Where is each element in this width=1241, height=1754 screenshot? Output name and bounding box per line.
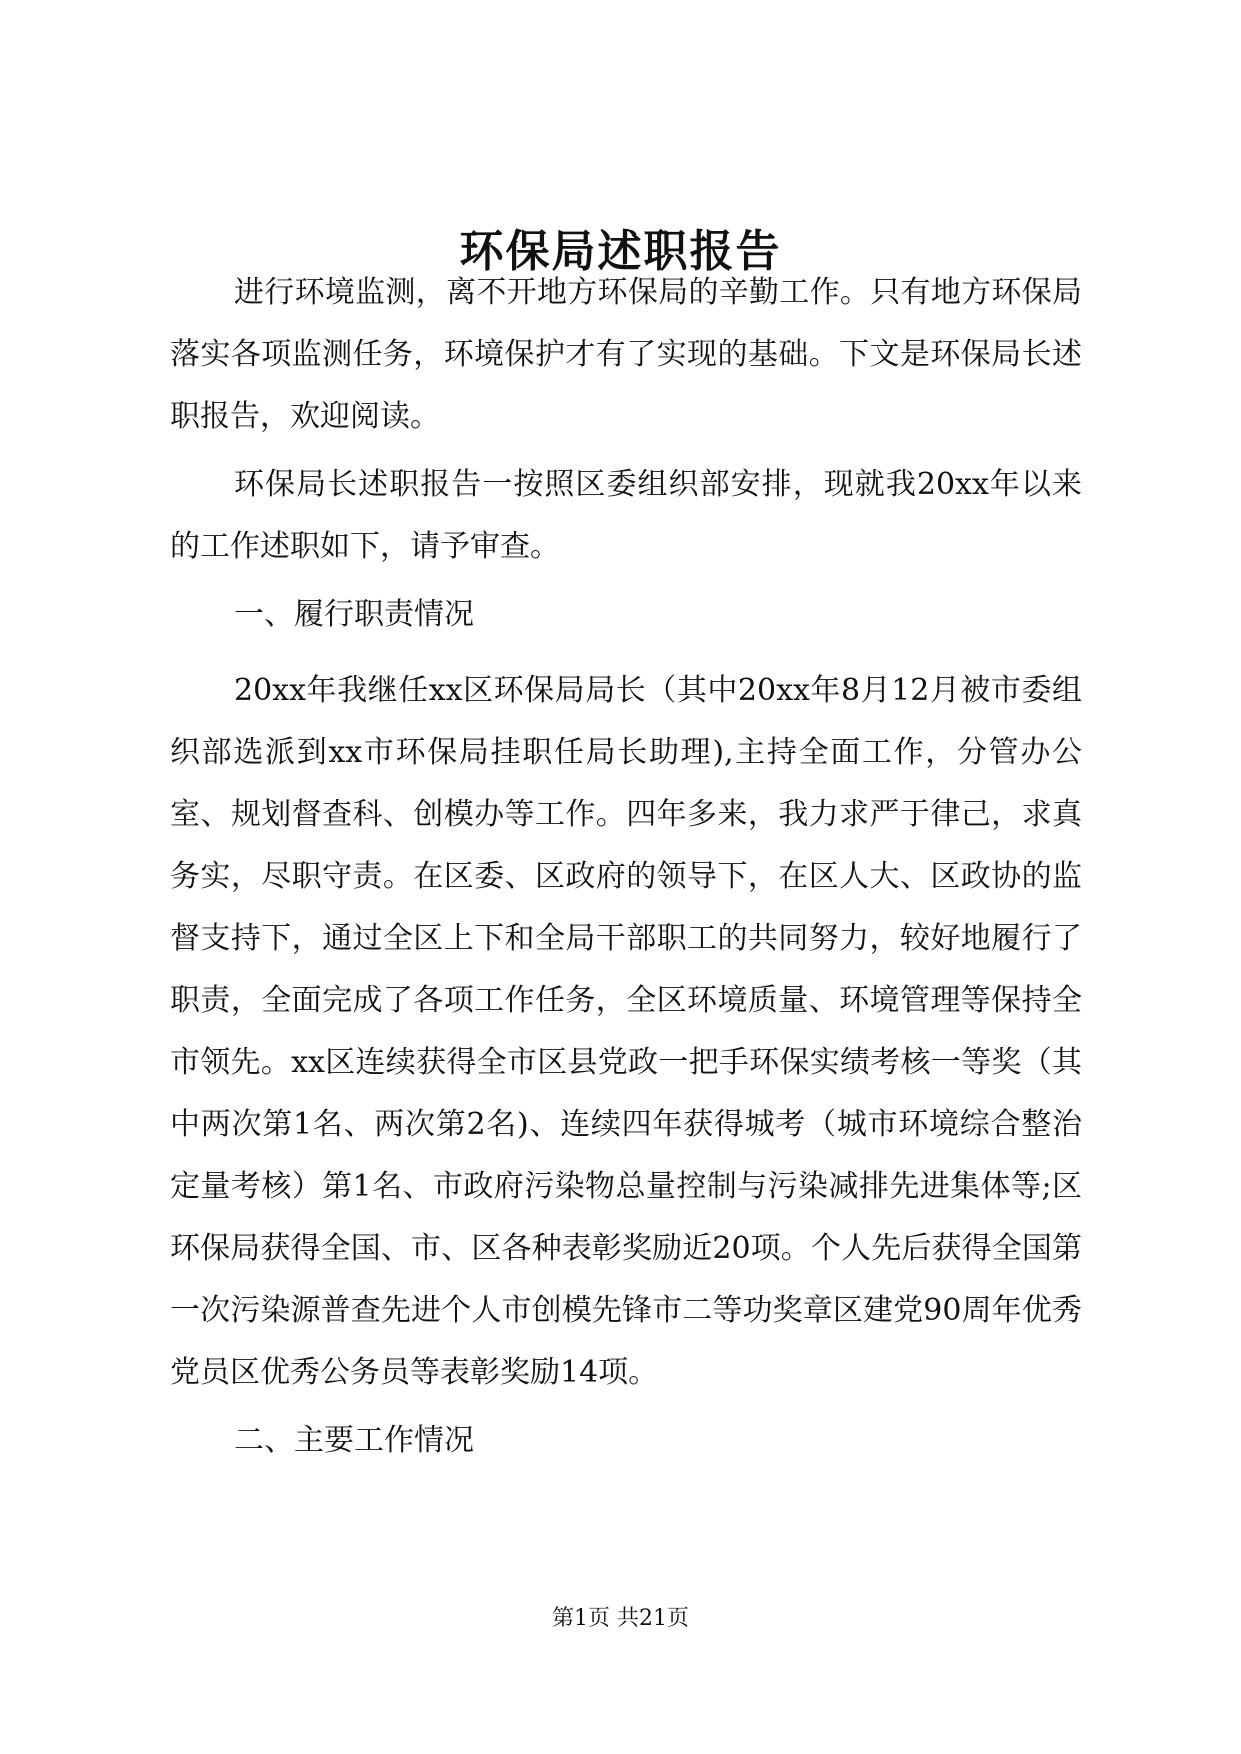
duties-paragraph: 20xx年我继任xx区环保局局长（其中20xx年8月12月被市委组织部选派到xx市环保局挂职任局长助理),主持全面工作，分管办公室、规划督查科、创模办等工作。四年多来，我力求严于律己，求真务实，尽职守责。在区委、区政府的领导下，在区人大、区政协的监督支持下，通过全区上下和全局干部职工的共同努力，较好地履行了职责，全面完成了各项工作任务，全区环境质量、环境管理等保持全市领先。xx区连续获得全市区县党政一把手环保实绩考核一等奖（其中两次第1名、两次第2名)、连续四年获得城考（城市环境综合整治定量考核）第1名、市政府污染物总量控制与污染减排先进集体等;区环保局获得全国、市、区各种表彰奖励近20项。个人先后获得全国第一次污染源普查先进个人市创模先锋市二等功奖章区建党90周年优秀党员区优秀公务员等表彰奖励14项。 (170, 673, 1082, 1390)
document-title: 环保局述职报告 (459, 226, 782, 277)
page-footer (0, 1604, 1241, 1634)
intro-paragraph: 进行环境监测，离不开地方环保局的辛勤工作。只有地方环保局落实各项监测任务，环境保护才有了实现的基础。下文是环保局长述职报告，欢迎阅读。 (170, 275, 1082, 434)
page-number-label: 第1页 共21页 (552, 1606, 689, 1631)
section-heading-main-work: 二、主要工作情况 (234, 1423, 474, 1458)
report-opening-paragraph: 环保局长述职报告一按照区委组织部安排，现就我20xx年以来的工作述职如下，请予审查。 (170, 467, 1082, 564)
section-heading-duties: 一、履行职责情况 (234, 597, 474, 632)
document-body (170, 262, 1082, 1486)
